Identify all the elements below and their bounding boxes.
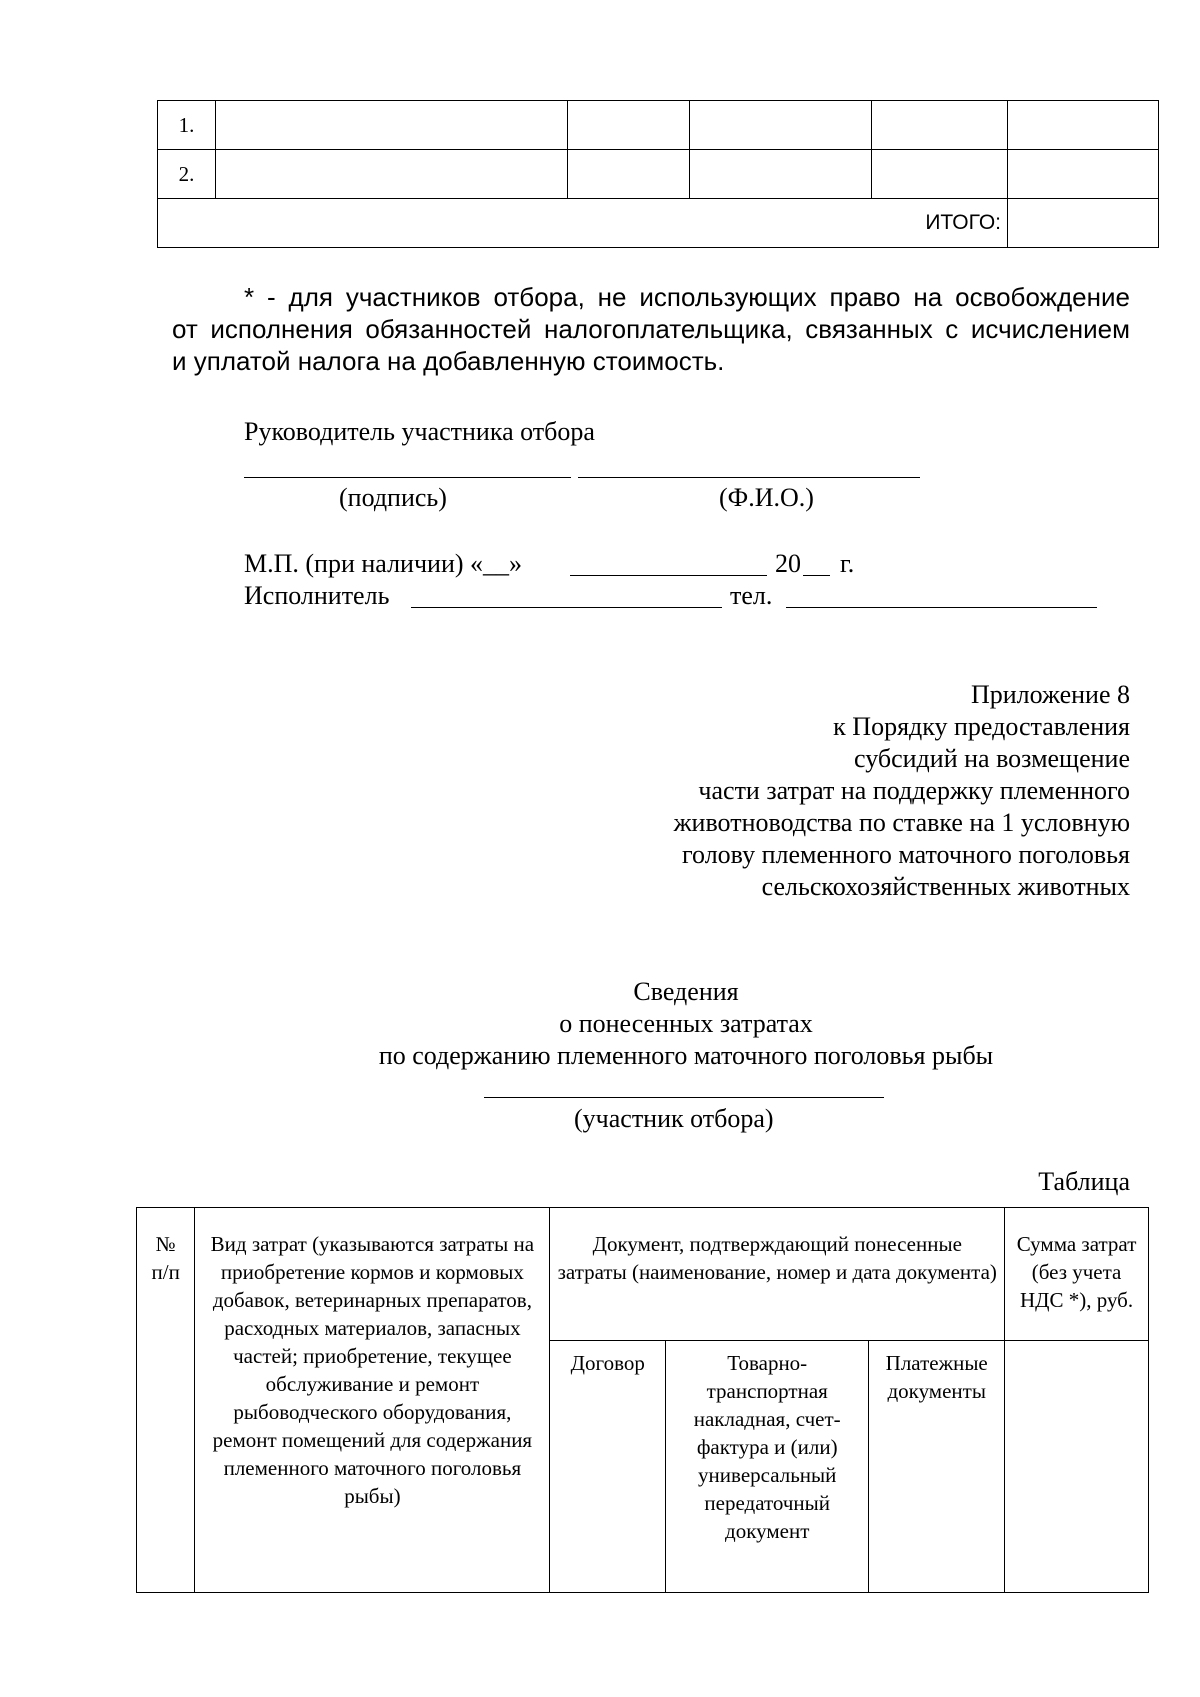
year-prefix: 20 (775, 549, 801, 578)
appendix-line: части затрат на поддержку племенного (698, 776, 1130, 805)
signature-caption: (подпись) (339, 483, 447, 512)
signature-line (244, 477, 571, 478)
col-header-document-text: Документ, подтверждающий понесенные затраты (наименование, номер и дата документа) (557, 1232, 997, 1284)
stamp-label: М.П. (при наличии) « (244, 549, 484, 578)
footnote-line: и уплатой налога на добавленную стоимость. (172, 346, 725, 376)
fio-caption: (Ф.И.О.) (719, 483, 814, 512)
month-line (570, 575, 767, 576)
row-number: 1. (158, 101, 216, 150)
close-quote: » (509, 549, 523, 578)
fio-line (578, 477, 920, 478)
table-row (158, 150, 1159, 199)
col-header-type-text: Вид затрат (указываются затраты на приобретение кормов и кормовых добавок, ветеринарных препаратов, расходных материалов, запасных частей; приобретение, текущее обслуживание и ремонт рыбоводческого оборудования, ремонт помещений для содержания племенного маточного поголовья рыбы) (210, 1232, 535, 1508)
year-line (803, 575, 830, 576)
col-header-payment (869, 1341, 1005, 1593)
executor-line (411, 607, 722, 608)
appendix-line: к Порядку предоставления (833, 712, 1130, 741)
footnote-line: * - для участников отбора, не использующих право на освобождение (244, 282, 1130, 312)
sum-empty-cell (1005, 1341, 1149, 1593)
title-line: Сведения (633, 977, 739, 1006)
table-header-row (137, 1208, 1149, 1341)
document-title (0, 976, 1200, 1072)
appendix-line: Приложение 8 (970, 680, 1130, 709)
expenses-details-table (136, 1207, 1149, 1593)
col-header-type (195, 1208, 550, 1593)
appendix-line: животноводства по ставке на 1 условную (673, 808, 1130, 837)
participant-line (484, 1097, 884, 1098)
title-line: по содержанию племенного маточного поголовья рыбы (378, 1041, 994, 1070)
col-header-waybill-text: Товарно-транспортная накладная, счет-фактура и (или) универсальный передаточный документ (693, 1351, 841, 1543)
appendix-line: голову племенного маточного поголовья (682, 840, 1130, 869)
total-label: ИТОГО: (158, 199, 1008, 248)
participant-caption: (участник отбора) (574, 1104, 774, 1133)
col-header-payment-text: Платежные документы (885, 1351, 988, 1403)
head-label: Руководитель участника отбора (244, 417, 595, 446)
total-value-cell (1008, 199, 1159, 248)
col-header-number-text: № п/п (151, 1232, 180, 1284)
total-row (158, 199, 1159, 248)
phone-line (786, 607, 1097, 608)
col-header-number (137, 1208, 195, 1593)
executor-label: Исполнитель (244, 581, 390, 610)
row-number: 2. (158, 150, 216, 199)
appendix-line: субсидий на возмещение (854, 744, 1130, 773)
appendix-header (674, 679, 1130, 903)
year-suffix: г. (840, 549, 855, 578)
table-label: Таблица (1038, 1167, 1130, 1196)
col-header-waybill (666, 1341, 869, 1593)
day-blank: __ (483, 549, 510, 578)
phone-label: тел. (730, 581, 773, 610)
col-header-sum (1005, 1208, 1149, 1341)
col-header-contract: Договор (550, 1341, 666, 1593)
expenses-summary-table (157, 100, 1159, 248)
table-row (158, 101, 1159, 150)
vat-footnote (172, 281, 1130, 377)
stamp-date-line (244, 548, 522, 580)
title-line: о понесенных затратах (559, 1009, 813, 1038)
appendix-line: сельскохозяйственных животных (761, 872, 1130, 901)
col-header-sum-text: Сумма затрат (без учета НДС *), руб. (1016, 1232, 1137, 1312)
col-header-document (550, 1208, 1005, 1341)
footnote-line: от исполнения обязанностей налогоплательщика, связанных с исчислением (172, 314, 1130, 344)
